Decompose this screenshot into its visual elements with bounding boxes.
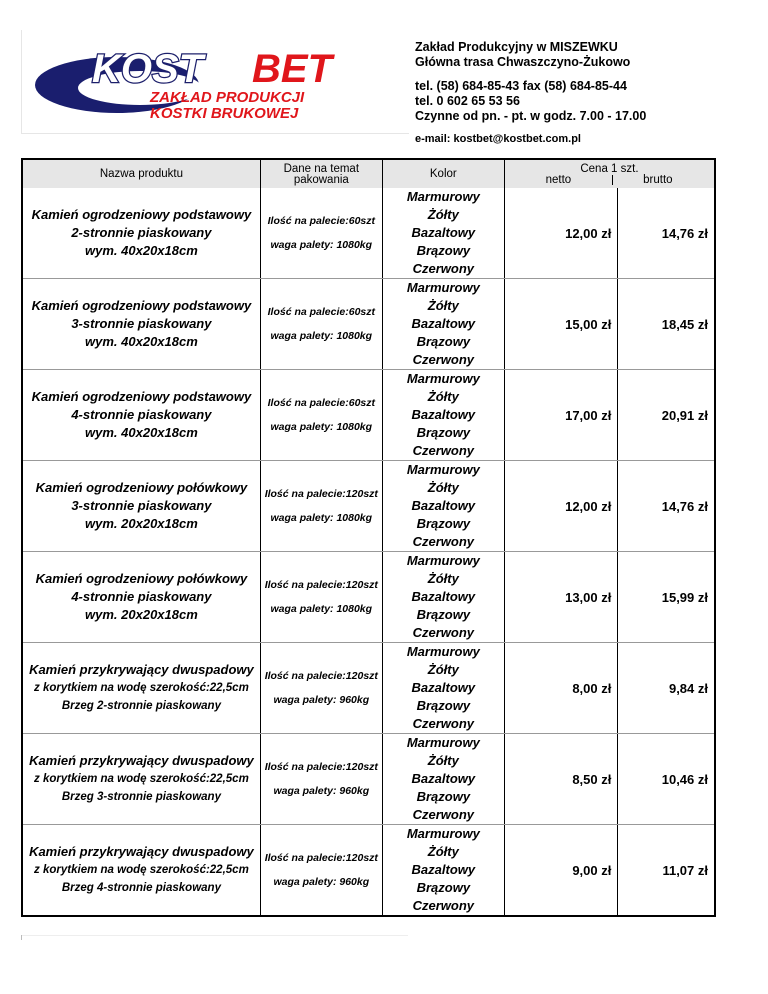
product-name-line: wym. 40x20x18cm [85, 243, 198, 258]
color-option: Marmurowy [406, 189, 480, 204]
color-option: Marmurowy [406, 371, 480, 386]
color-option: Marmurowy [406, 553, 480, 568]
product-name-line: Kamień przykrywający dwuspadowy [29, 753, 254, 768]
price-netto: 12,00 zł [504, 188, 617, 279]
color-option: Czerwony [412, 534, 475, 549]
price-brutto: 10,46 zł [618, 734, 715, 825]
packaging-info [260, 825, 382, 917]
product-name [22, 279, 260, 370]
color-option: Żółty [427, 298, 459, 313]
price-netto: 8,00 zł [504, 643, 617, 734]
product-name [22, 461, 260, 552]
footer-tick [21, 935, 22, 940]
product-name-line: Brzeg 3-stronnie piaskowany [61, 791, 221, 803]
color-option: Bazaltowy [411, 589, 476, 604]
product-name-line: Kamień ogrodzeniowy podstawowy [31, 389, 252, 404]
header-netto: netto [505, 175, 613, 185]
color-option: Żółty [427, 662, 459, 677]
product-name-line: Kamień przykrywający dwuspadowy [29, 662, 254, 677]
company-mobile: tel. 0 602 65 53 56 [415, 94, 520, 108]
color-option: Czerwony [412, 807, 475, 822]
kostbet-logo-graphic [22, 30, 409, 133]
pallet-quantity: Ilość na palecie:120szt [264, 761, 378, 773]
tagline-line2: KOSTKI BRUKOWEJ [150, 105, 299, 122]
table-row [22, 461, 715, 552]
color-option: Marmurowy [406, 280, 480, 295]
table-row [22, 188, 715, 279]
price-netto: 17,00 zł [504, 370, 617, 461]
product-name-line: 3-stronnie piaskowany [71, 316, 212, 331]
pallet-quantity: Ilość na palecie:60szt [267, 306, 375, 318]
price-brutto: 14,76 zł [618, 188, 715, 279]
color-option: Brązowy [416, 516, 471, 531]
product-name-line: Kamień ogrodzeniowy połówkowy [35, 571, 248, 586]
color-option: Czerwony [412, 352, 475, 367]
table-row [22, 734, 715, 825]
color-option: Czerwony [412, 716, 475, 731]
price-netto: 13,00 zł [504, 552, 617, 643]
price-netto: 15,00 zł [504, 279, 617, 370]
color-option: Czerwony [412, 443, 475, 458]
company-logo [21, 30, 409, 134]
pallet-weight: waga palety: 1080kg [270, 603, 373, 615]
product-name-line: 4-stronnie piaskowany [71, 589, 212, 604]
price-table [21, 158, 716, 917]
product-name [22, 734, 260, 825]
header-brutto: brutto [643, 174, 673, 186]
product-name-line: 2-stronnie piaskowany [71, 225, 212, 240]
color-option: Czerwony [412, 898, 475, 913]
color-option: Żółty [427, 389, 459, 404]
footer-divider [21, 935, 408, 936]
price-netto: 8,50 zł [504, 734, 617, 825]
color-option: Żółty [427, 844, 459, 859]
price-brutto: 18,45 zł [618, 279, 715, 370]
product-name-line: 3-stronnie piaskowany [71, 498, 212, 513]
product-name-line: wym. 40x20x18cm [85, 425, 198, 440]
packaging-info [260, 643, 382, 734]
product-name-line: Brzeg 2-stronnie piaskowany [61, 700, 221, 712]
product-name-line: wym. 40x20x18cm [85, 334, 198, 349]
product-name-line: wym. 20x20x18cm [85, 516, 198, 531]
company-info [415, 40, 755, 124]
packaging-info [260, 188, 382, 279]
color-option: Żółty [427, 571, 459, 586]
pallet-weight: waga palety: 960kg [273, 694, 370, 706]
pallet-weight: waga palety: 1080kg [270, 239, 373, 251]
pallet-weight: waga palety: 1080kg [270, 421, 373, 433]
pallet-weight: waga palety: 960kg [273, 876, 370, 888]
color-option: Marmurowy [406, 462, 480, 477]
pallet-quantity: Ilość na palecie:120szt [264, 670, 378, 682]
product-name-line: wym. 20x20x18cm [85, 607, 198, 622]
pallet-weight: waga palety: 1080kg [270, 330, 373, 342]
price-netto: 12,00 zł [504, 461, 617, 552]
price-brutto: 9,84 zł [618, 643, 715, 734]
color-option: Żółty [427, 480, 459, 495]
product-name [22, 188, 260, 279]
tagline-line1: ZAKŁAD PRODUKCJI [150, 89, 305, 106]
price-brutto: 11,07 zł [662, 862, 708, 878]
pallet-quantity: Ilość na palecie:120szt [264, 579, 378, 591]
color-option: Brązowy [416, 789, 471, 804]
product-name-line: Kamień ogrodzeniowy połówkowy [35, 480, 248, 495]
brand-bet: BET [252, 47, 332, 91]
color-option: Marmurowy [406, 735, 480, 750]
header-pack [260, 159, 382, 188]
pallet-quantity: Ilość na palecie:120szt [264, 488, 378, 500]
color-option: Bazaltowy [411, 680, 476, 695]
product-name [22, 370, 260, 461]
pallet-weight: waga palety: 1080kg [270, 512, 373, 524]
color-list [382, 825, 504, 917]
table-row [22, 370, 715, 461]
header-price [504, 159, 715, 188]
company-phone: tel. (58) 684-85-43 fax (58) 684-85-44 [415, 79, 627, 93]
company-hours: Czynne od pn. - pt. w godz. 7.00 - 17.00 [415, 109, 647, 123]
color-option: Brązowy [416, 698, 471, 713]
price-brutto: 20,91 zł [618, 370, 715, 461]
color-list [382, 370, 504, 461]
packaging-info [260, 461, 382, 552]
color-option: Bazaltowy [411, 498, 476, 513]
table-row [22, 552, 715, 643]
color-list [382, 188, 504, 279]
product-name-line: 4-stronnie piaskowany [71, 407, 212, 422]
color-list [382, 552, 504, 643]
product-name [22, 643, 260, 734]
price-brutto: 15,99 zł [618, 552, 715, 643]
color-option: Bazaltowy [411, 316, 476, 331]
header-pack-line2: pakowania [293, 174, 349, 186]
color-option: Bazaltowy [411, 225, 476, 240]
packaging-info [260, 279, 382, 370]
color-option: Żółty [427, 207, 459, 222]
pallet-weight: waga palety: 960kg [273, 785, 370, 797]
color-list [382, 643, 504, 734]
color-option: Bazaltowy [411, 862, 476, 877]
color-option: Żółty [427, 753, 459, 768]
color-option: Bazaltowy [411, 407, 476, 422]
table-row [22, 643, 715, 734]
color-option: Brązowy [416, 243, 471, 258]
packaging-info [260, 370, 382, 461]
product-name-line: z korytkiem na wodę szerokość:22,5cm [34, 773, 249, 785]
table-row [22, 279, 715, 370]
packaging-info [260, 734, 382, 825]
table-header [22, 159, 715, 188]
product-name-line: Kamień ogrodzeniowy podstawowy [31, 298, 252, 313]
product-name [22, 552, 260, 643]
company-address: Główna trasa Chwaszczyno-Żukowo [415, 55, 631, 69]
pallet-quantity: Ilość na palecie:60szt [267, 397, 375, 409]
color-option: Czerwony [412, 625, 475, 640]
company-email[interactable]: e-mail: kostbet@kostbet.com.pl [415, 133, 581, 145]
color-option: Marmurowy [406, 826, 480, 841]
pallet-quantity: Ilość na palecie:60szt [267, 215, 375, 227]
company-name: Zakład Produkcyjny w MISZEWKU [415, 40, 618, 54]
header-color: Kolor [382, 159, 504, 188]
price-netto: 9,00 zł [504, 825, 617, 917]
color-option: Marmurowy [406, 644, 480, 659]
header-name: Nazwa produktu [22, 159, 260, 188]
packaging-info [260, 552, 382, 643]
price-brutto: 14,76 zł [618, 461, 715, 552]
color-option: Bazaltowy [411, 771, 476, 786]
color-option: Czerwony [412, 261, 475, 276]
header-pack-line1: Dane na temat [283, 163, 360, 175]
brand-kost: KOST [92, 47, 204, 91]
color-list [382, 461, 504, 552]
table-row [22, 825, 715, 917]
product-name-line: Kamień przykrywający dwuspadowy [29, 844, 254, 859]
product-name [22, 825, 260, 917]
color-list [382, 279, 504, 370]
color-option: Brązowy [416, 607, 471, 622]
product-name-line: Kamień ogrodzeniowy podstawowy [31, 207, 252, 222]
color-option: Brązowy [416, 880, 471, 895]
color-list [382, 734, 504, 825]
product-name-line: Brzeg 4-stronnie piaskowany [61, 882, 221, 894]
product-name-line: z korytkiem na wodę szerokość:22,5cm [34, 864, 249, 876]
color-option: Brązowy [416, 334, 471, 349]
pallet-quantity: Ilość na palecie:120szt [264, 852, 378, 864]
color-option: Brązowy [416, 425, 471, 440]
product-name-line: z korytkiem na wodę szerokość:22,5cm [34, 682, 249, 694]
header-price-title: Cena 1 szt. [580, 163, 639, 175]
